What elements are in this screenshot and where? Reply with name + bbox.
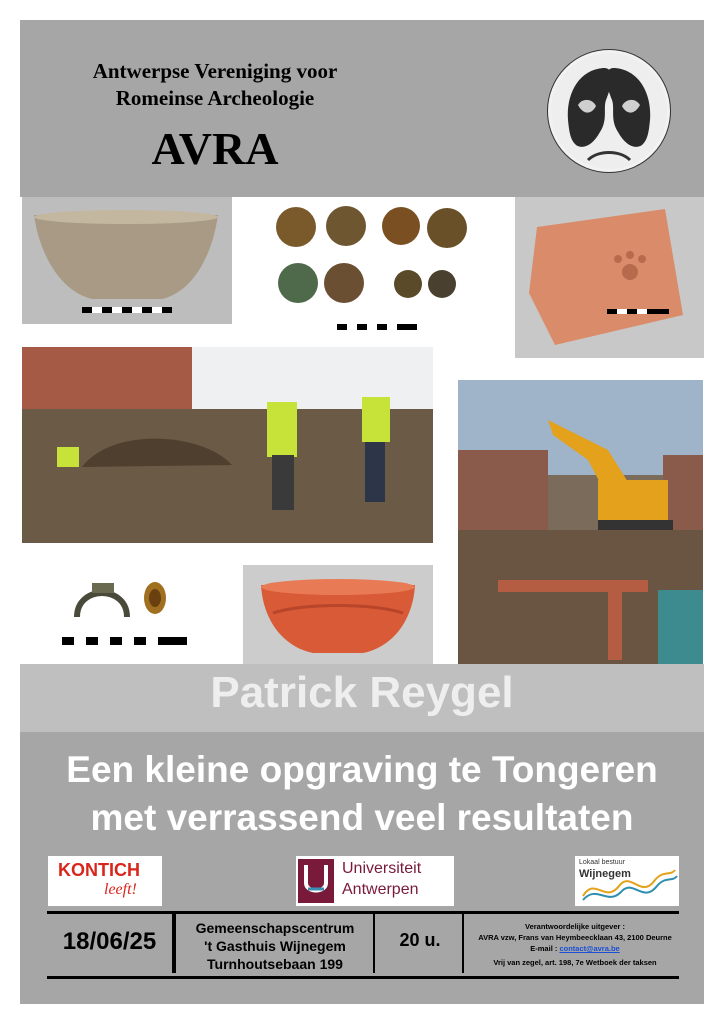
janus-coin-logo-icon: [547, 49, 671, 173]
roof-tile-pawprint-photo: [515, 197, 704, 358]
venue-line-2: 't Gasthuis Wijnegem: [204, 938, 346, 954]
ua-logo-line-1: Universiteit: [342, 860, 422, 877]
event-venue: [180, 919, 370, 973]
publisher-info: [470, 921, 680, 954]
lecture-title: [20, 746, 704, 842]
venue-line-1: Gemeenschapscentrum: [195, 920, 355, 936]
org-line-2: Romeinse Archeologie: [115, 86, 315, 110]
info-divider: [172, 914, 176, 973]
event-time: 20 u.: [399, 930, 441, 950]
kontich-logo-tagline: leeft!: [104, 881, 137, 898]
janus-heads-icon: [548, 50, 670, 172]
wijnegem-logo: [575, 856, 679, 906]
event-date: 18/06/25: [62, 928, 157, 955]
kontich-logo: [48, 856, 162, 906]
org-line-1: Antwerpse Vereniging voor: [92, 59, 338, 83]
acronym: AVRA: [151, 123, 279, 174]
metal-detecting-excavation-photo: [22, 347, 433, 543]
publisher-label: Verantwoordelijke uitgever :: [524, 922, 626, 931]
speaker-name: Patrick Reygel: [210, 668, 514, 717]
email-line: [470, 943, 680, 954]
stone-bowl-photo: [22, 197, 232, 324]
ua-logo-line-2: Antwerpen: [342, 881, 419, 898]
stamp-note: Vrij van zegel, art. 198, 7e Wetboek der taksen: [493, 958, 657, 967]
wijnegem-logo-line-2: Wijnegem: [579, 868, 631, 880]
email-label: E-mail :: [530, 944, 558, 953]
roman-coins-photo: [232, 197, 515, 335]
ring-and-gem-photo: [22, 555, 240, 663]
venue-line-3: Turnhoutsebaan 199: [207, 956, 343, 972]
info-divider: [373, 914, 375, 973]
title-line-1: Een kleine opgraving te Tongeren: [66, 749, 658, 790]
terra-sigillata-bowl-photo: [243, 565, 433, 664]
kontich-logo-text: KONTICH: [58, 860, 140, 880]
excavator-site-photo: [458, 380, 703, 664]
publisher-address: AVRA vzw, Frans van Heymbeecklaan 43, 2100 Deurne: [478, 933, 672, 942]
info-divider: [462, 914, 464, 973]
wijnegem-logo-line-1: Lokaal bestuur: [579, 859, 625, 866]
universiteit-antwerpen-logo: [296, 856, 454, 906]
email-link[interactable]: contact@avra.be: [559, 944, 620, 953]
wijnegem-wave-icon: [575, 856, 679, 906]
title-line-2: met verrassend veel resultaten: [90, 797, 634, 838]
ua-emblem-icon: [298, 859, 338, 903]
organization-name: [60, 58, 370, 112]
